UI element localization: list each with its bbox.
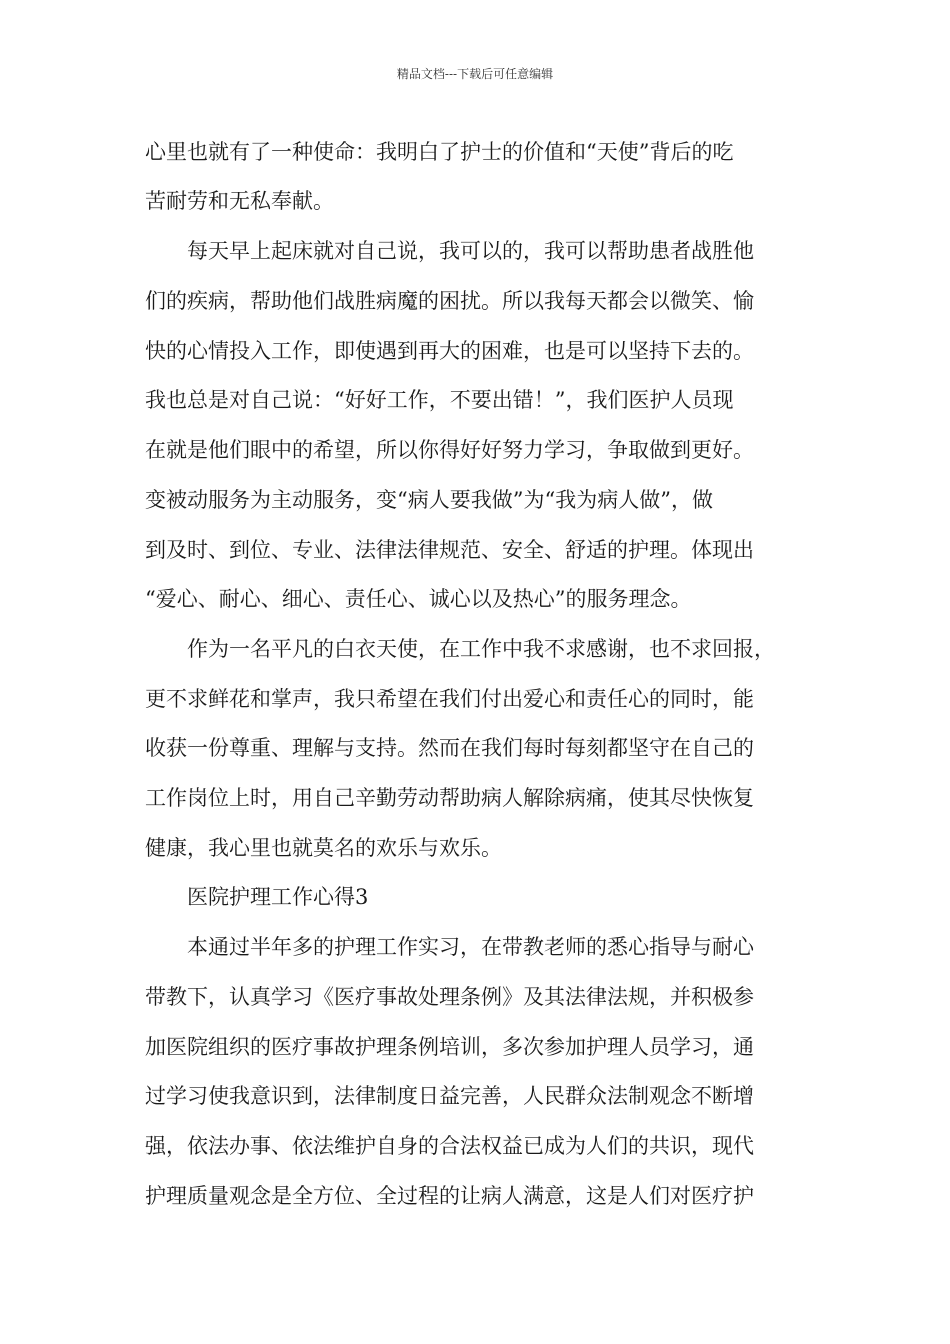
text-line: 收获一份尊重、理解与支持。然而在我们每时每刻都坚守在自己的 [145, 736, 754, 760]
text-line: 本通过半年多的护理工作实习，在带教老师的悉心指导与耐心 [145, 935, 754, 959]
text-line: 工作岗位上时，用自己辛勤劳动帮助病人解除病痛，使其尽快恢复 [145, 786, 754, 810]
text-line: 到及时、到位、专业、法律法律规范、安全、舒适的护理。体现出 [145, 538, 754, 562]
text-line: 变被动服务为主动服务，变“病人要我做”为“我为病人做”，做 [145, 488, 713, 512]
text-line: 带教下，认真学习《医疗事故处理条例》及其法律法规，并积极参 [145, 985, 754, 1009]
text-line: 我也总是对自己说：“好好工作，不要出错！”，我们医护人员现 [145, 388, 734, 412]
text-line: 加医院组织的医疗事故护理条例培训，多次参加护理人员学习，通 [145, 1035, 754, 1059]
text-line: 强，依法办事、依法维护自身的合法权益已成为人们的共识，现代 [145, 1134, 754, 1158]
text-line: 过学习使我意识到，法律制度日益完善，人民群众法制观念不断增 [145, 1084, 754, 1108]
text-line: 们的疾病，帮助他们战胜病魔的困扰。所以我每天都会以微笑、愉 [145, 289, 754, 313]
page-header: 精品文档---下载后可任意编辑 [396, 67, 554, 81]
text-line: 更不求鲜花和掌声，我只希望在我们付出爱心和责任心的同时，能 [145, 687, 754, 711]
section-heading: 医院护理工作心得3 [145, 885, 369, 909]
text-line: 护理质量观念是全方位、全过程的让病人满意，这是人们对医疗护 [145, 1184, 754, 1208]
text-line: 作为一名平凡的白衣天使，在工作中我不求感谢，也不求回报， [145, 637, 775, 661]
text-line: “爱心、耐心、细心、责任心、诚心以及热心”的服务理念。 [145, 587, 692, 611]
text-line: 苦耐劳和无私奉献。 [145, 189, 334, 213]
text-line: 心里也就有了一种使命：我明白了护士的价值和“天使”背后的吃 [145, 140, 734, 164]
text-line: 快的心情投入工作，即使遇到再大的困难，也是可以坚持下去的。 [145, 339, 754, 363]
text-line: 每天早上起床就对自己说，我可以的，我可以帮助患者战胜他 [145, 239, 754, 263]
text-line: 健康，我心里也就莫名的欢乐与欢乐。 [145, 836, 502, 860]
text-line: 在就是他们眼中的希望，所以你得好好努力学习，争取做到更好。 [145, 438, 754, 462]
